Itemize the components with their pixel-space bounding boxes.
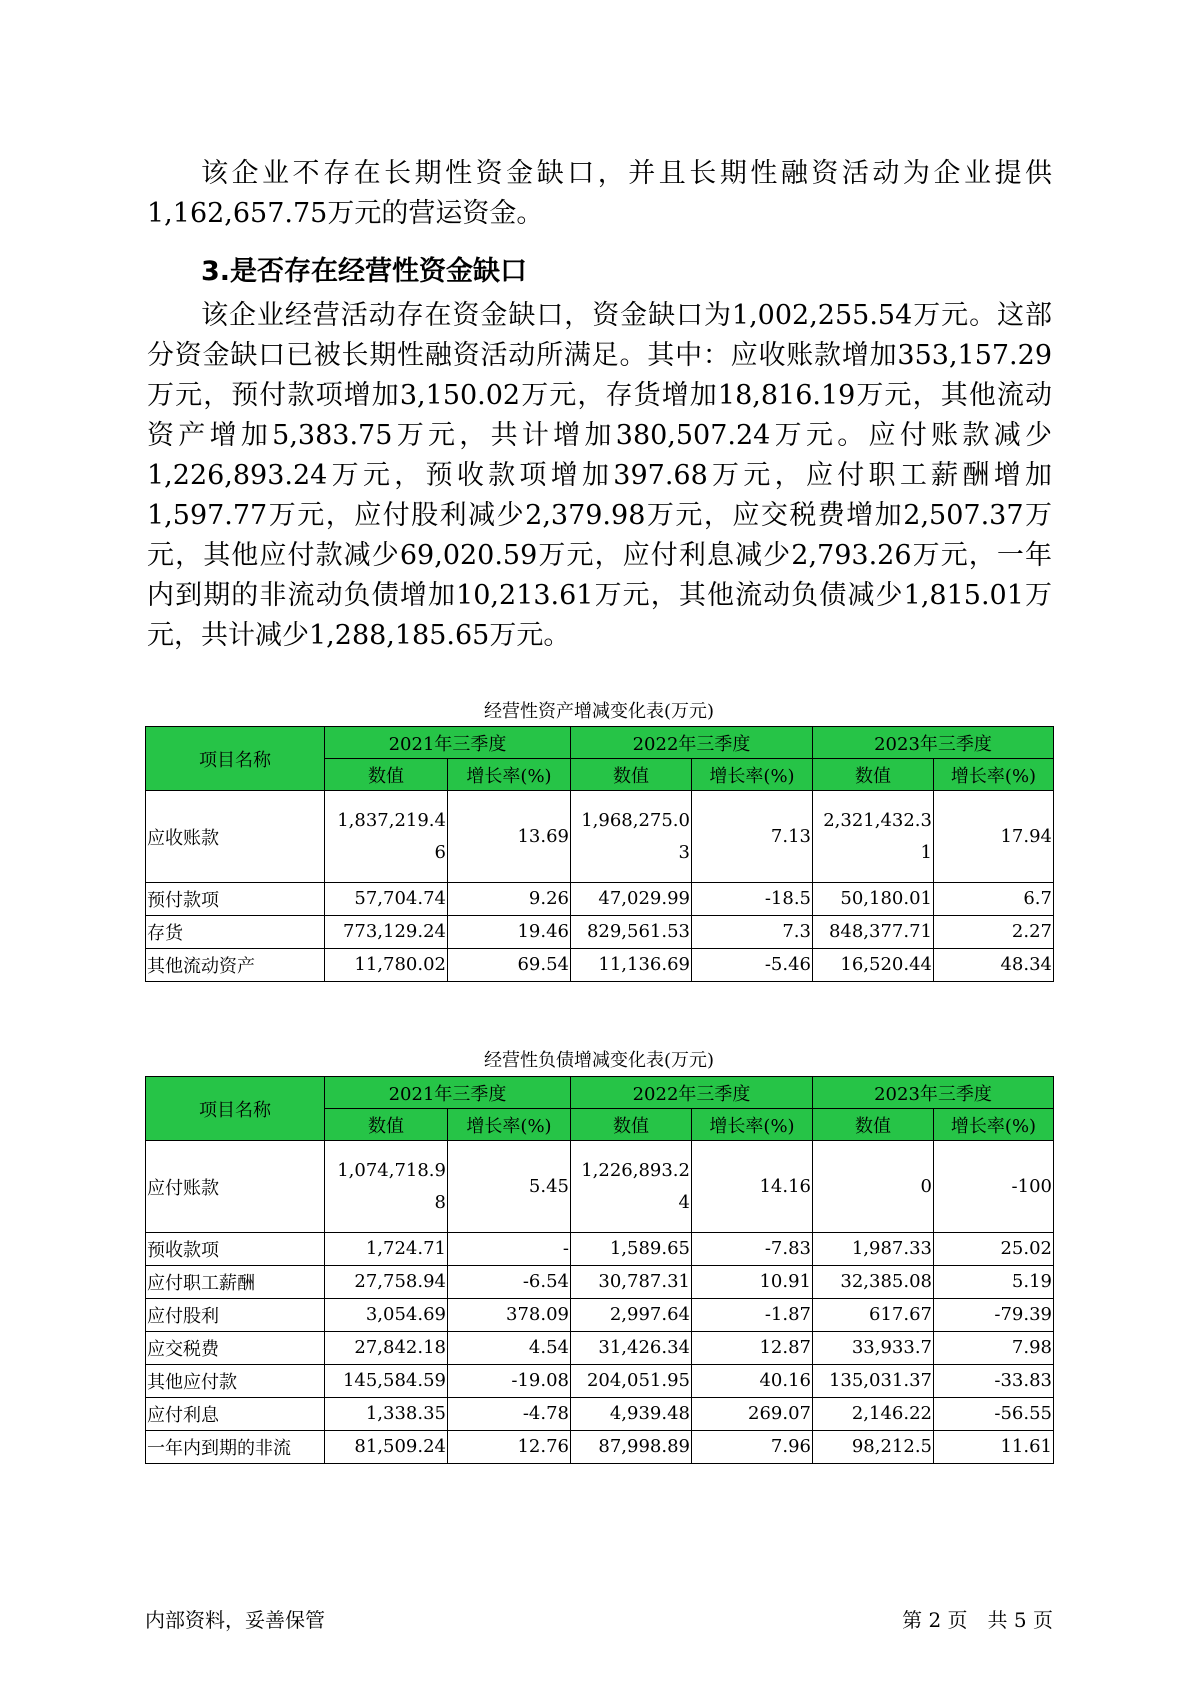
header-rate: 增长率(%) — [934, 759, 1054, 791]
cell-rate: 12.76 — [448, 1431, 571, 1464]
cell-value: 1,338.35 — [325, 1398, 448, 1431]
cell-value: 98,212.5 — [813, 1431, 934, 1464]
cell-rate: 10.91 — [692, 1266, 813, 1299]
cell-value: 87,998.89 — [571, 1431, 692, 1464]
cell-rate: 13.69 — [448, 791, 571, 883]
row-label: 一年内到期的非流 — [146, 1431, 325, 1464]
cell-value: 4,939.48 — [571, 1398, 692, 1431]
liabilities-change-table — [145, 1076, 1054, 1464]
header-value: 数值 — [325, 1109, 448, 1141]
cell-rate: 12.87 — [692, 1332, 813, 1365]
cell-value: 30,787.31 — [571, 1266, 692, 1299]
cell-value: 2,321,432.31 — [813, 791, 934, 883]
assets-change-table — [145, 726, 1054, 982]
cell-value: 2,997.64 — [571, 1299, 692, 1332]
header-item-name: 项目名称 — [146, 1077, 325, 1141]
cell-rate: -5.46 — [692, 949, 813, 982]
cell-rate: -1.87 — [692, 1299, 813, 1332]
table-row — [146, 1431, 1054, 1464]
cell-value: 1,968,275.03 — [571, 791, 692, 883]
header-period-2022: 2022年三季度 — [571, 1077, 813, 1109]
cell-rate: -79.39 — [934, 1299, 1054, 1332]
cell-rate: 7.98 — [934, 1332, 1054, 1365]
cell-value: 11,136.69 — [571, 949, 692, 982]
cell-rate: 69.54 — [448, 949, 571, 982]
cell-value: 31,426.34 — [571, 1332, 692, 1365]
row-label: 应付股利 — [146, 1299, 325, 1332]
cell-value: 135,031.37 — [813, 1365, 934, 1398]
cell-rate: 7.13 — [692, 791, 813, 883]
table-row — [146, 791, 1054, 883]
row-label: 应付账款 — [146, 1141, 325, 1233]
table-row — [146, 1141, 1054, 1233]
cell-rate: - — [448, 1233, 571, 1266]
cell-rate: 5.19 — [934, 1266, 1054, 1299]
table-row — [146, 1365, 1054, 1398]
table-caption-liabilities: 经营性负债增减变化表(万元) — [483, 1050, 715, 1071]
cell-rate: 25.02 — [934, 1233, 1054, 1266]
header-rate: 增长率(%) — [692, 1109, 813, 1141]
header-period-2021: 2021年三季度 — [325, 1077, 571, 1109]
row-label: 存货 — [146, 916, 325, 949]
cell-value: 27,758.94 — [325, 1266, 448, 1299]
cell-rate: 4.54 — [448, 1332, 571, 1365]
cell-rate: 2.27 — [934, 916, 1054, 949]
cell-value: 16,520.44 — [813, 949, 934, 982]
header-period-2023: 2023年三季度 — [813, 727, 1054, 759]
header-period-2022: 2022年三季度 — [571, 727, 813, 759]
cell-value: 57,704.74 — [325, 883, 448, 916]
table-row — [146, 949, 1054, 982]
paragraph-operating-gap: 该企业经营活动存在资金缺口，资金缺口为1,002,255.54万元。这部分资金缺口已被长期性融资活动所满足。其中：应收账款增加353,157.29万元，预付款项增加3,150.02万元，存货增加18,816.19万元，其他流动资产增加5,383.75万元，共计增加380,507.24万元。应付账款减少1,226,893.24万元，预收款项增加397.68万元，应付职工薪酬增加1,597.77万元，应付股利减少2,379.98万元，应交税费增加2,507.37万元，其他应付款减少69,020.59万元，应付利息减少2,793.26万元，一年内到期的非流动负债增加10,213.61万元，其他流动负债减少1,815.01万元，共计减少1,288,185.65万元。 — [147, 300, 1052, 651]
cell-value: 3,054.69 — [325, 1299, 448, 1332]
cell-rate: 7.3 — [692, 916, 813, 949]
cell-rate: 5.45 — [448, 1141, 571, 1233]
cell-value: 81,509.24 — [325, 1431, 448, 1464]
cell-value: 773,129.24 — [325, 916, 448, 949]
cell-rate: -6.54 — [448, 1266, 571, 1299]
cell-value: 11,780.02 — [325, 949, 448, 982]
cell-rate: -100 — [934, 1141, 1054, 1233]
cell-value: 1,589.65 — [571, 1233, 692, 1266]
cell-value: 47,029.99 — [571, 883, 692, 916]
header-value: 数值 — [813, 759, 934, 791]
cell-value: 848,377.71 — [813, 916, 934, 949]
cell-value: 1,837,219.46 — [325, 791, 448, 883]
cell-rate: 48.34 — [934, 949, 1054, 982]
cell-rate: 9.26 — [448, 883, 571, 916]
header-value: 数值 — [325, 759, 448, 791]
footer-page-number: 第 2 页 共 5 页 — [902, 1608, 1053, 1632]
header-period-2021: 2021年三季度 — [325, 727, 571, 759]
row-label: 其他流动资产 — [146, 949, 325, 982]
header-rate: 增长率(%) — [934, 1109, 1054, 1141]
cell-rate: -7.83 — [692, 1233, 813, 1266]
table-row — [146, 1398, 1054, 1431]
header-rate: 增长率(%) — [692, 759, 813, 791]
cell-rate: 269.07 — [692, 1398, 813, 1431]
cell-value: 617.67 — [813, 1299, 934, 1332]
header-value: 数值 — [571, 759, 692, 791]
cell-rate: 7.96 — [692, 1431, 813, 1464]
cell-value: 27,842.18 — [325, 1332, 448, 1365]
cell-value: 33,933.7 — [813, 1332, 934, 1365]
section-heading: 3.是否存在经营性资金缺口 — [201, 256, 528, 287]
cell-rate: 17.94 — [934, 791, 1054, 883]
table-caption-assets: 经营性资产增减变化表(万元) — [483, 701, 715, 722]
table-row — [146, 1233, 1054, 1266]
table-row — [146, 1299, 1054, 1332]
cell-rate: -56.55 — [934, 1398, 1054, 1431]
header-rate: 增长率(%) — [448, 1109, 571, 1141]
cell-value: 0 — [813, 1141, 934, 1233]
row-label: 应交税费 — [146, 1332, 325, 1365]
cell-value: 145,584.59 — [325, 1365, 448, 1398]
cell-value: 50,180.01 — [813, 883, 934, 916]
header-rate: 增长率(%) — [448, 759, 571, 791]
cell-rate: -18.5 — [692, 883, 813, 916]
cell-rate: 11.61 — [934, 1431, 1054, 1464]
row-label: 应收账款 — [146, 791, 325, 883]
cell-rate: 19.46 — [448, 916, 571, 949]
cell-value: 204,051.95 — [571, 1365, 692, 1398]
cell-rate: 40.16 — [692, 1365, 813, 1398]
table-row — [146, 1332, 1054, 1365]
cell-rate: 378.09 — [448, 1299, 571, 1332]
table-row — [146, 1266, 1054, 1299]
row-label: 预付款项 — [146, 883, 325, 916]
cell-rate: 6.7 — [934, 883, 1054, 916]
row-label: 预收款项 — [146, 1233, 325, 1266]
cell-rate: -33.83 — [934, 1365, 1054, 1398]
row-label: 其他应付款 — [146, 1365, 325, 1398]
header-value: 数值 — [813, 1109, 934, 1141]
cell-value: 1,724.71 — [325, 1233, 448, 1266]
cell-rate: 14.16 — [692, 1141, 813, 1233]
row-label: 应付利息 — [146, 1398, 325, 1431]
cell-value: 1,987.33 — [813, 1233, 934, 1266]
row-label: 应付职工薪酬 — [146, 1266, 325, 1299]
paragraph-long-term-funding: 该企业不存在长期性资金缺口，并且长期性融资活动为企业提供1,162,657.75万元的营运资金。 — [147, 158, 1052, 229]
cell-value: 2,146.22 — [813, 1398, 934, 1431]
cell-value: 1,226,893.24 — [571, 1141, 692, 1233]
cell-value: 829,561.53 — [571, 916, 692, 949]
cell-rate: -19.08 — [448, 1365, 571, 1398]
header-item-name: 项目名称 — [146, 727, 325, 791]
header-value: 数值 — [571, 1109, 692, 1141]
table-row — [146, 883, 1054, 916]
cell-value: 32,385.08 — [813, 1266, 934, 1299]
cell-rate: -4.78 — [448, 1398, 571, 1431]
table-row — [146, 916, 1054, 949]
cell-value: 1,074,718.98 — [325, 1141, 448, 1233]
footer-confidential-note: 内部资料，妥善保管 — [145, 1608, 325, 1632]
header-period-2023: 2023年三季度 — [813, 1077, 1054, 1109]
